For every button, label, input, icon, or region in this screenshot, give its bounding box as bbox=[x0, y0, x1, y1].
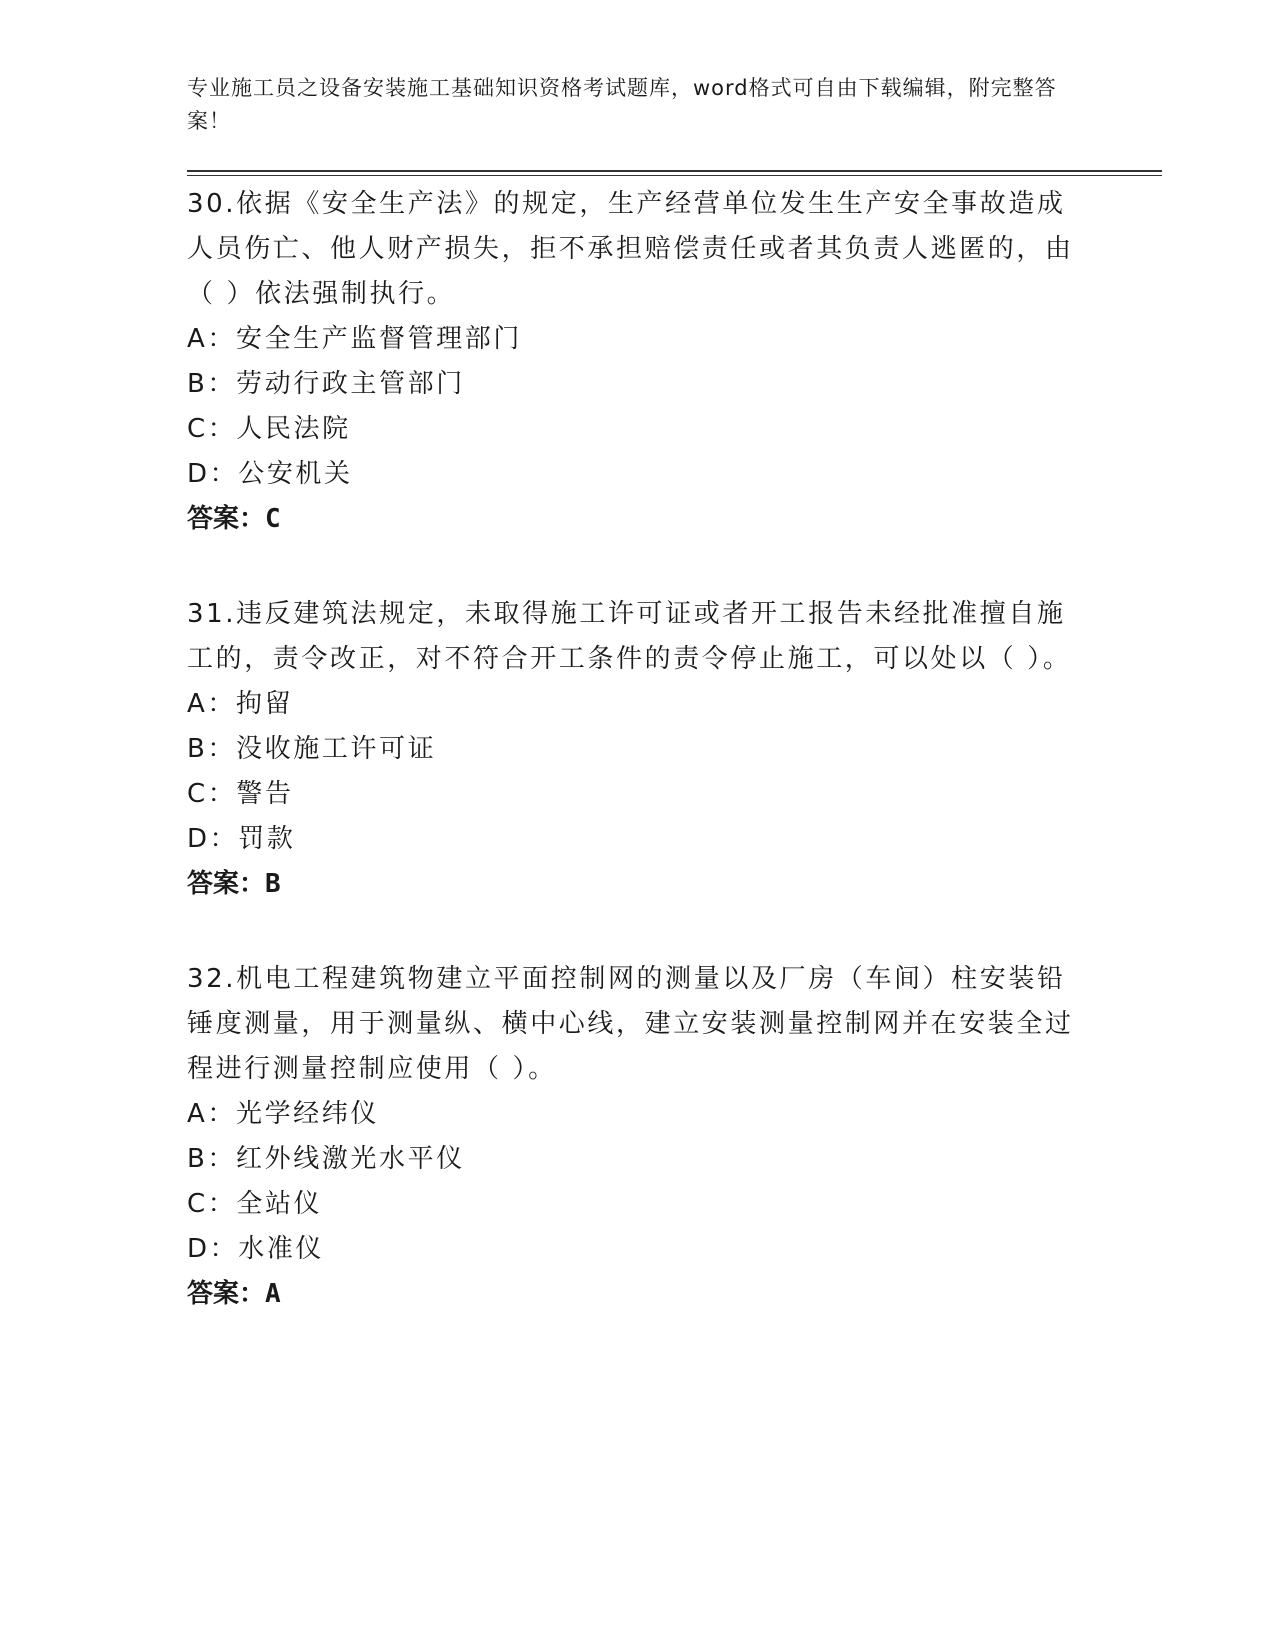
option-a: A：安全生产监督管理部门 bbox=[187, 324, 522, 354]
option-c: C：人民法院 bbox=[187, 414, 351, 444]
option-a: A：拘留 bbox=[187, 689, 294, 719]
document-page bbox=[187, 72, 1162, 1317]
option-c: C：警告 bbox=[187, 779, 294, 809]
option-d: D：水准仪 bbox=[187, 1234, 325, 1264]
question-stem: 32.机电工程建筑物建立平面控制网的测量以及厂房（车间）柱安装铅锤度测量，用于测量纵、横中心线，建立安装测量控制网并在安装全过程进行测量控制应使用（ ）。 bbox=[187, 964, 1074, 1084]
option-b: B：红外线激光水平仪 bbox=[187, 1144, 465, 1174]
answer-label: 答案：C bbox=[187, 504, 281, 534]
header-divider bbox=[187, 170, 1162, 176]
option-d: D：罚款 bbox=[187, 824, 296, 854]
answer-label: 答案：A bbox=[187, 1279, 281, 1309]
option-a: A：光学经纬仪 bbox=[187, 1099, 379, 1129]
question-32 bbox=[187, 957, 1162, 1317]
document-header: 专业施工员之设备安装施工基础知识资格考试题库，word格式可自由下载编辑，附完整答案！ bbox=[187, 76, 1057, 133]
option-b: B：没收施工许可证 bbox=[187, 734, 437, 764]
question-stem: 30.依据《安全生产法》的规定，生产经营单位发生生产安全事故造成人员伤亡、他人财产损失，拒不承担赔偿责任或者其负责人逃匿的，由（ ）依法强制执行。 bbox=[187, 189, 1074, 309]
option-c: C：全站仪 bbox=[187, 1189, 323, 1219]
question-30 bbox=[187, 182, 1162, 542]
option-b: B：劳动行政主管部门 bbox=[187, 369, 465, 399]
question-stem: 31.违反建筑法规定，未取得施工许可证或者开工报告未经批准擅自施工的，责令改正，对不符合开工条件的责令停止施工，可以处以（ ）。 bbox=[187, 599, 1072, 674]
option-d: D：公安机关 bbox=[187, 459, 353, 489]
answer-label: 答案：B bbox=[187, 869, 281, 899]
question-31 bbox=[187, 592, 1162, 907]
